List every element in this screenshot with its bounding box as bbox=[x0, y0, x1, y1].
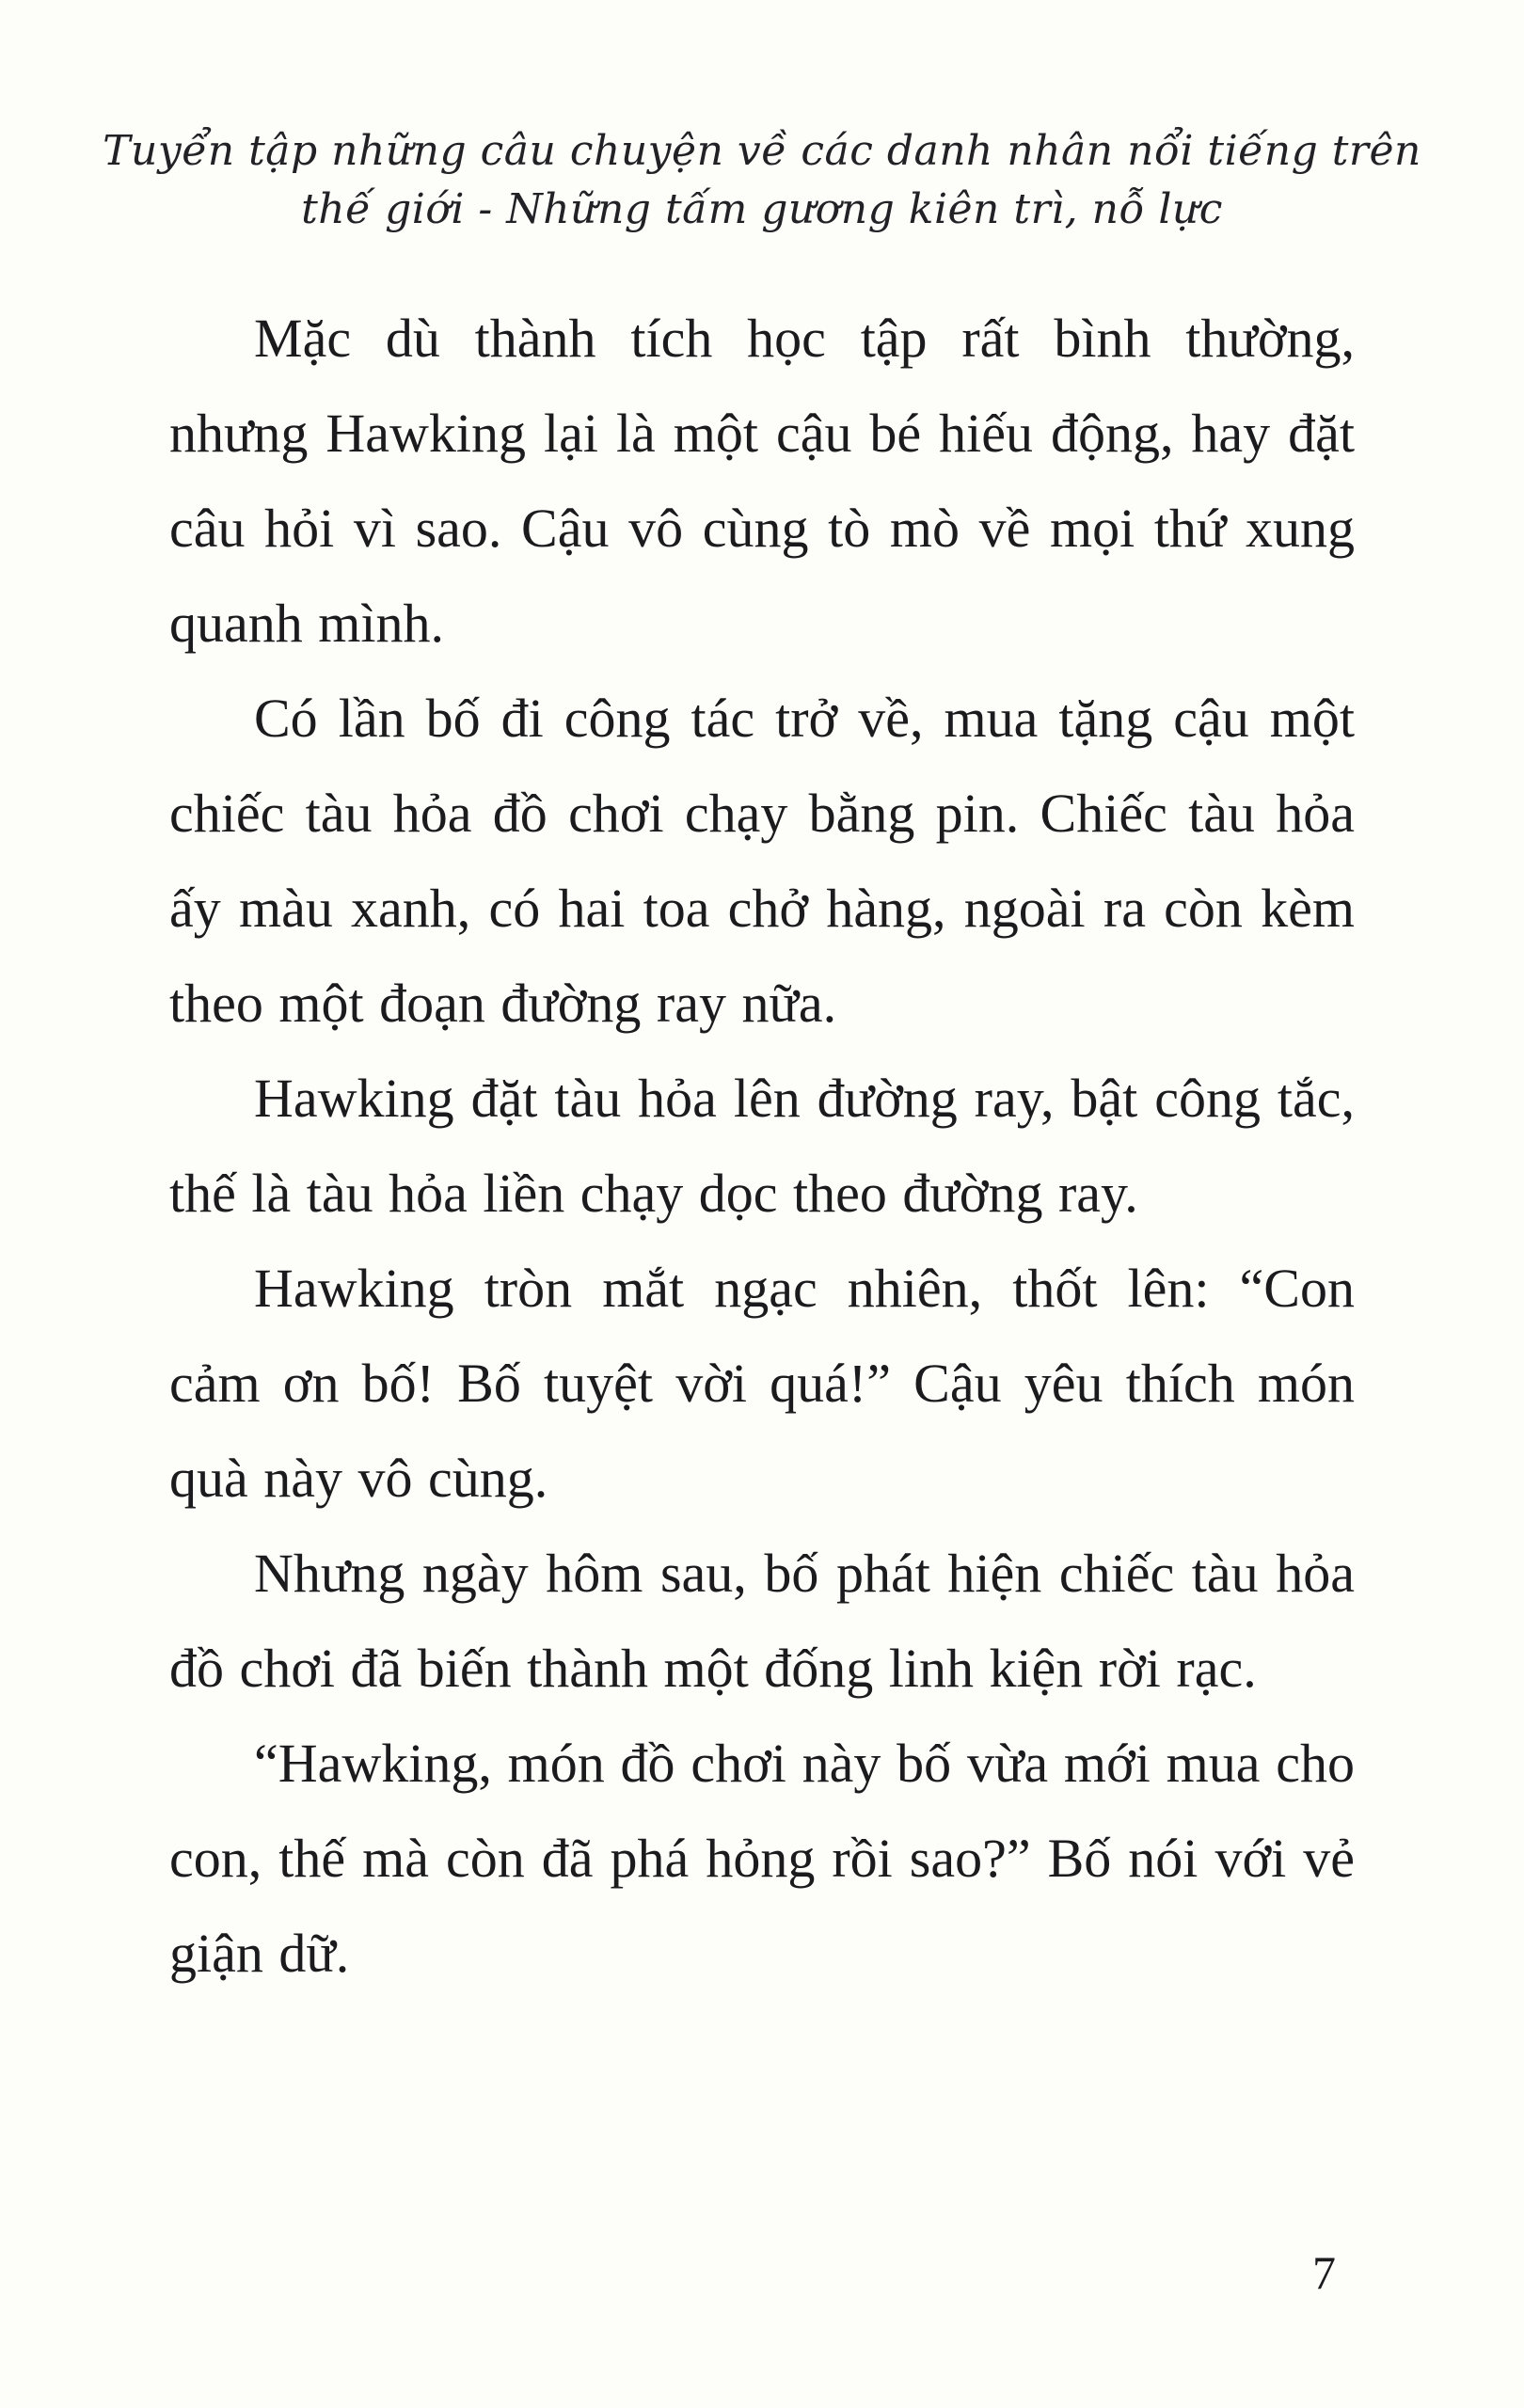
paragraph: Có lần bố đi công tác trở về, mua tặng cậu một chiếc tàu hỏa đồ chơi chạy bằng pin. Chiếc tàu hỏa ấy màu xanh, có hai toa chở hàng, ngoài ra còn kèm theo một đoạn đường ray nữa. bbox=[169, 688, 1355, 1034]
running-header-line-2: thế giới - Những tấm gương kiên trì, nỗ lực bbox=[301, 185, 1223, 233]
running-header-line-1: Tuyển tập những câu chuyện về các danh nhân nổi tiếng trên bbox=[103, 127, 1421, 175]
paragraph: Mặc dù thành tích học tập rất bình thường, nhưng Hawking lại là một cậu bé hiếu động, hay đặt câu hỏi vì sao. Cậu vô cùng tò mò về mọi thứ xung quanh mình. bbox=[169, 308, 1355, 654]
paragraph: “Hawking, món đồ chơi này bố vừa mới mua cho con, thế mà còn đã phá hỏng rồi sao?” Bố nói với vẻ giận dữ. bbox=[169, 1733, 1355, 1984]
paragraph: Nhưng ngày hôm sau, bố phát hiện chiếc tàu hỏa đồ chơi đã biến thành một đống linh kiện rời rạc. bbox=[169, 1543, 1355, 1699]
page-body bbox=[169, 291, 1355, 2001]
paragraph: Hawking tròn mắt ngạc nhiên, thốt lên: “Con cảm ơn bố! Bố tuyệt vời quá!” Cậu yêu thích món quà này vô cùng. bbox=[169, 1258, 1355, 1509]
running-header bbox=[0, 122, 1524, 239]
paragraph: Hawking đặt tàu hỏa lên đường ray, bật công tắc, thế là tàu hỏa liền chạy dọc theo đường ray. bbox=[169, 1068, 1355, 1224]
page-number: 7 bbox=[1312, 2246, 1336, 2299]
